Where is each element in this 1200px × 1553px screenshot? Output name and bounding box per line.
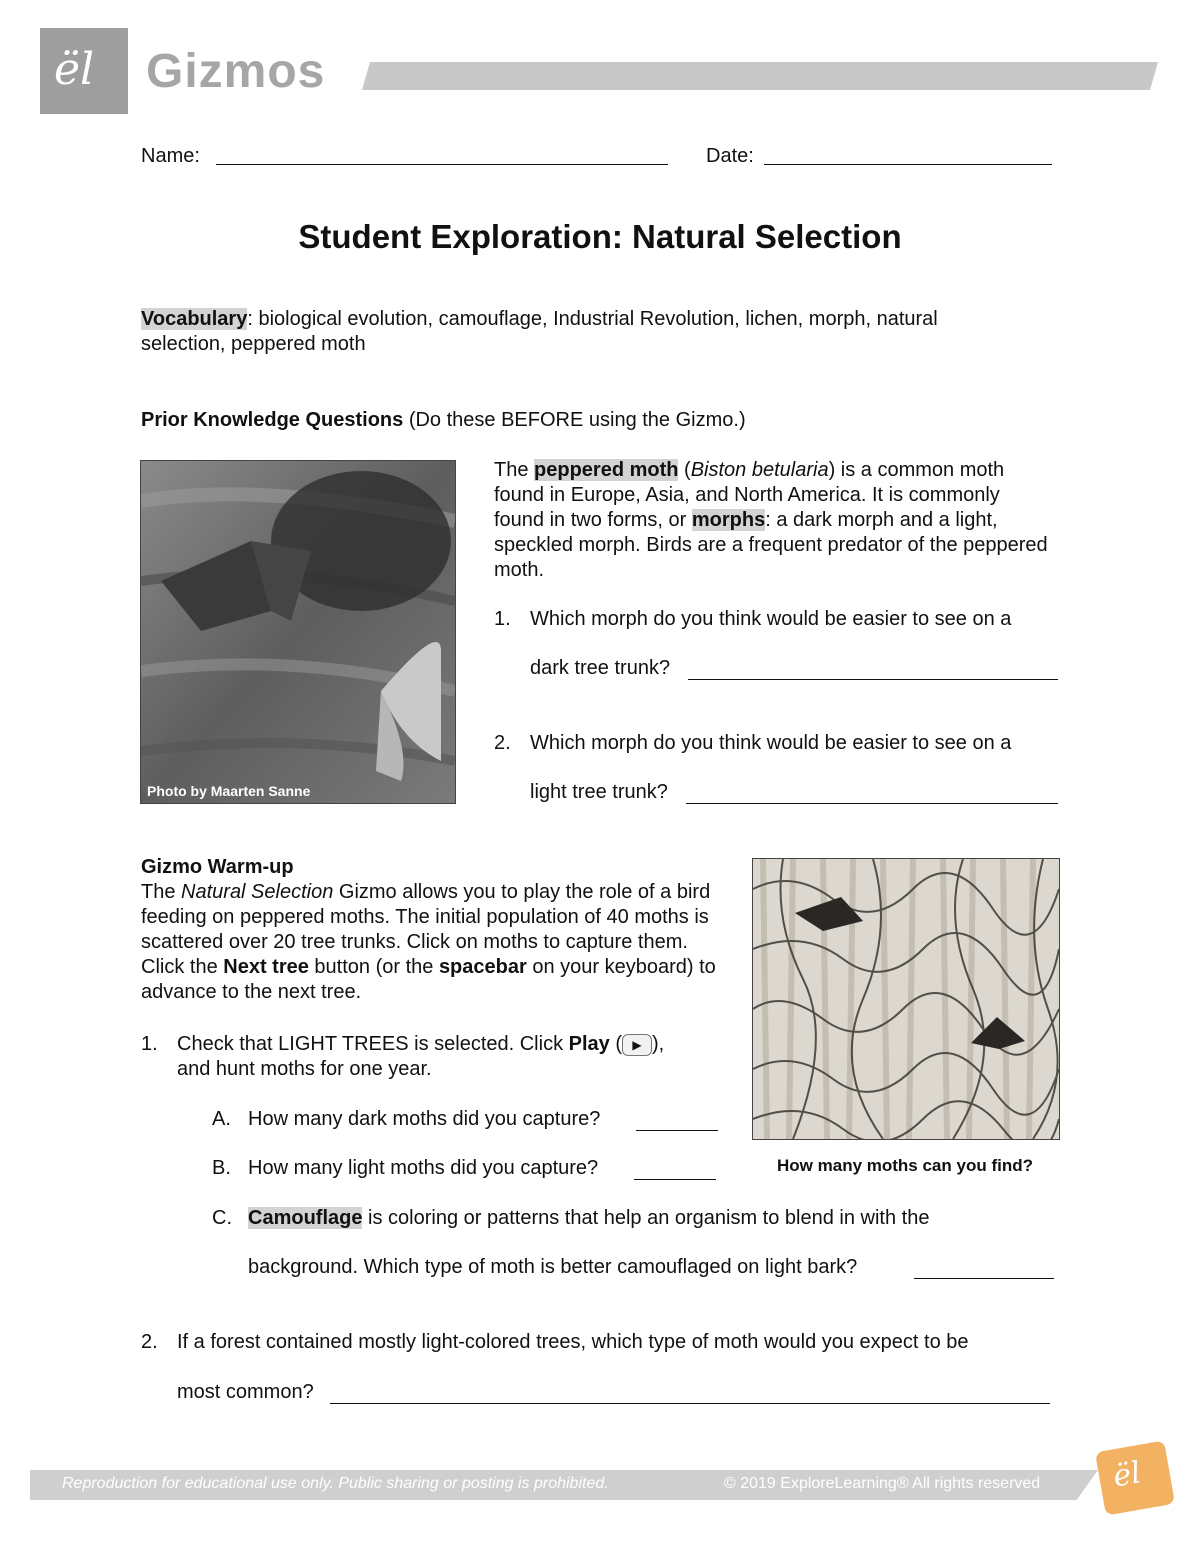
header-bar bbox=[362, 62, 1158, 90]
question-text: If a forest contained mostly light-colored trees, which type of moth would you expect to be bbox=[177, 1331, 969, 1353]
play-term: Play bbox=[568, 1033, 610, 1055]
prior-knowledge-heading bbox=[141, 408, 746, 433]
footer-logo-glyph: ël bbox=[1110, 1455, 1144, 1495]
question-text: is coloring or patterns that help an organism to blend in with the bbox=[362, 1207, 930, 1229]
warmup-text: The bbox=[141, 881, 182, 903]
brand-name: Gizmos bbox=[146, 45, 326, 98]
question-text: ( bbox=[609, 1033, 622, 1055]
footer-notice: Reproduction for educational use only. Public sharing or posting is prohibited. bbox=[62, 1475, 609, 1492]
warmup-question-1c-line2: background. Which type of moth is better camouflaged on light bark? bbox=[248, 1256, 858, 1278]
term-peppered-moth: peppered moth bbox=[534, 459, 679, 481]
intro-text: The bbox=[494, 459, 535, 481]
prior-question-1 bbox=[494, 607, 1011, 632]
prior-heading-text: Prior Knowledge Questions bbox=[141, 409, 404, 431]
question-text: How many light moths did you capture? bbox=[248, 1157, 599, 1179]
warmup-question-1c bbox=[212, 1206, 929, 1231]
question-text: How many dark moths did you capture? bbox=[248, 1108, 601, 1130]
answer-field-prior-2[interactable] bbox=[686, 779, 1058, 804]
warmup-question-2 bbox=[141, 1330, 969, 1355]
spacebar-term: spacebar bbox=[438, 956, 527, 978]
warmup-text: button (or the bbox=[308, 956, 439, 978]
question-text: Check that LIGHT TREES is selected. Click bbox=[177, 1033, 569, 1055]
warmup-question-1 bbox=[141, 1032, 664, 1057]
gizmo-name: Natural Selection bbox=[181, 881, 334, 903]
answer-field-2[interactable] bbox=[330, 1379, 1050, 1404]
answer-field-1a[interactable] bbox=[636, 1106, 718, 1131]
prior-question-1-line2: dark tree trunk? bbox=[530, 657, 671, 679]
photo-credit: Photo by Maarten Sanne bbox=[147, 783, 311, 799]
explorelearning-logo bbox=[1095, 1440, 1175, 1515]
question-text: Which morph do you think would be easier to see on a bbox=[530, 608, 1012, 630]
vocabulary-label: Vocabulary bbox=[141, 308, 248, 330]
forest-moths-image bbox=[752, 858, 1060, 1140]
warmup-heading: Gizmo Warm-up bbox=[141, 856, 294, 878]
vocabulary-list: : biological evolution, camouflage, Industrial Revolution, lichen, morph, natural bbox=[247, 308, 938, 330]
prior-note: (Do these BEFORE using the Gizmo.) bbox=[403, 409, 746, 431]
question-number: 2. bbox=[494, 732, 511, 754]
question-number: 1. bbox=[141, 1033, 158, 1055]
prior-question-2-line2: light tree trunk? bbox=[530, 781, 668, 803]
page-title: Student Exploration: Natural Selection bbox=[298, 218, 902, 255]
forest-art bbox=[753, 859, 1059, 1139]
term-morphs: morphs bbox=[691, 509, 766, 531]
vocabulary-section bbox=[141, 307, 1041, 357]
intro-text: : a dark morph and a light, speckled morph. Birds are a frequent predator of the peppered moth. bbox=[494, 509, 1048, 581]
image-caption: How many moths can you find? bbox=[777, 1156, 1033, 1175]
gizmos-logo bbox=[40, 28, 128, 114]
peppered-moth-photo bbox=[140, 460, 456, 804]
warmup-text: Gizmo allows you to play the role of a bird feeding on peppered moths. The initial population of 40 moths is scattered over 20 tree trunks. Click on moths to capture them. Click the bbox=[141, 881, 711, 978]
name-label: Name: bbox=[141, 145, 200, 167]
warmup-text: on your keyboard) to advance to the next tree. bbox=[141, 956, 716, 1003]
vocabulary-list-cont: selection, peppered moth bbox=[141, 333, 366, 355]
warmup-section bbox=[141, 855, 726, 1005]
sub-question-label: B. bbox=[212, 1157, 231, 1179]
moth-photo-art bbox=[141, 461, 455, 803]
sub-question-label: C. bbox=[212, 1207, 232, 1229]
sub-question-label: A. bbox=[212, 1108, 231, 1130]
next-tree-term: Next tree bbox=[223, 956, 309, 978]
date-field[interactable] bbox=[764, 143, 1052, 165]
question-number: 2. bbox=[141, 1331, 158, 1353]
warmup-question-2-line2: most common? bbox=[177, 1381, 314, 1403]
date-label: Date: bbox=[706, 145, 754, 167]
warmup-question-1b bbox=[212, 1156, 598, 1181]
scientific-name: Biston betularia bbox=[690, 459, 829, 481]
question-text: Which morph do you think would be easier to see on a bbox=[530, 732, 1012, 754]
term-camouflage: Camouflage bbox=[248, 1207, 363, 1229]
answer-field-1c[interactable] bbox=[914, 1254, 1054, 1279]
question-text: ), bbox=[652, 1033, 665, 1055]
peppered-moth-intro bbox=[494, 458, 1054, 583]
play-icon: ▶ bbox=[622, 1034, 652, 1056]
intro-text: ( bbox=[678, 459, 691, 481]
answer-field-1b[interactable] bbox=[634, 1155, 716, 1180]
warmup-question-1-line2: and hunt moths for one year. bbox=[177, 1058, 432, 1080]
prior-question-2 bbox=[494, 731, 1011, 756]
name-field[interactable] bbox=[216, 143, 668, 165]
footer-copyright: © 2019 ExploreLearning® All rights reserved bbox=[724, 1475, 1041, 1492]
logo-glyph: ël bbox=[54, 44, 95, 95]
question-number: 1. bbox=[494, 608, 511, 630]
answer-field-prior-1[interactable] bbox=[688, 655, 1058, 680]
intro-text: ) is a common moth found in Europe, Asia, and North America. It is commonly found in two forms, or bbox=[494, 459, 1005, 531]
warmup-question-1a bbox=[212, 1107, 600, 1132]
